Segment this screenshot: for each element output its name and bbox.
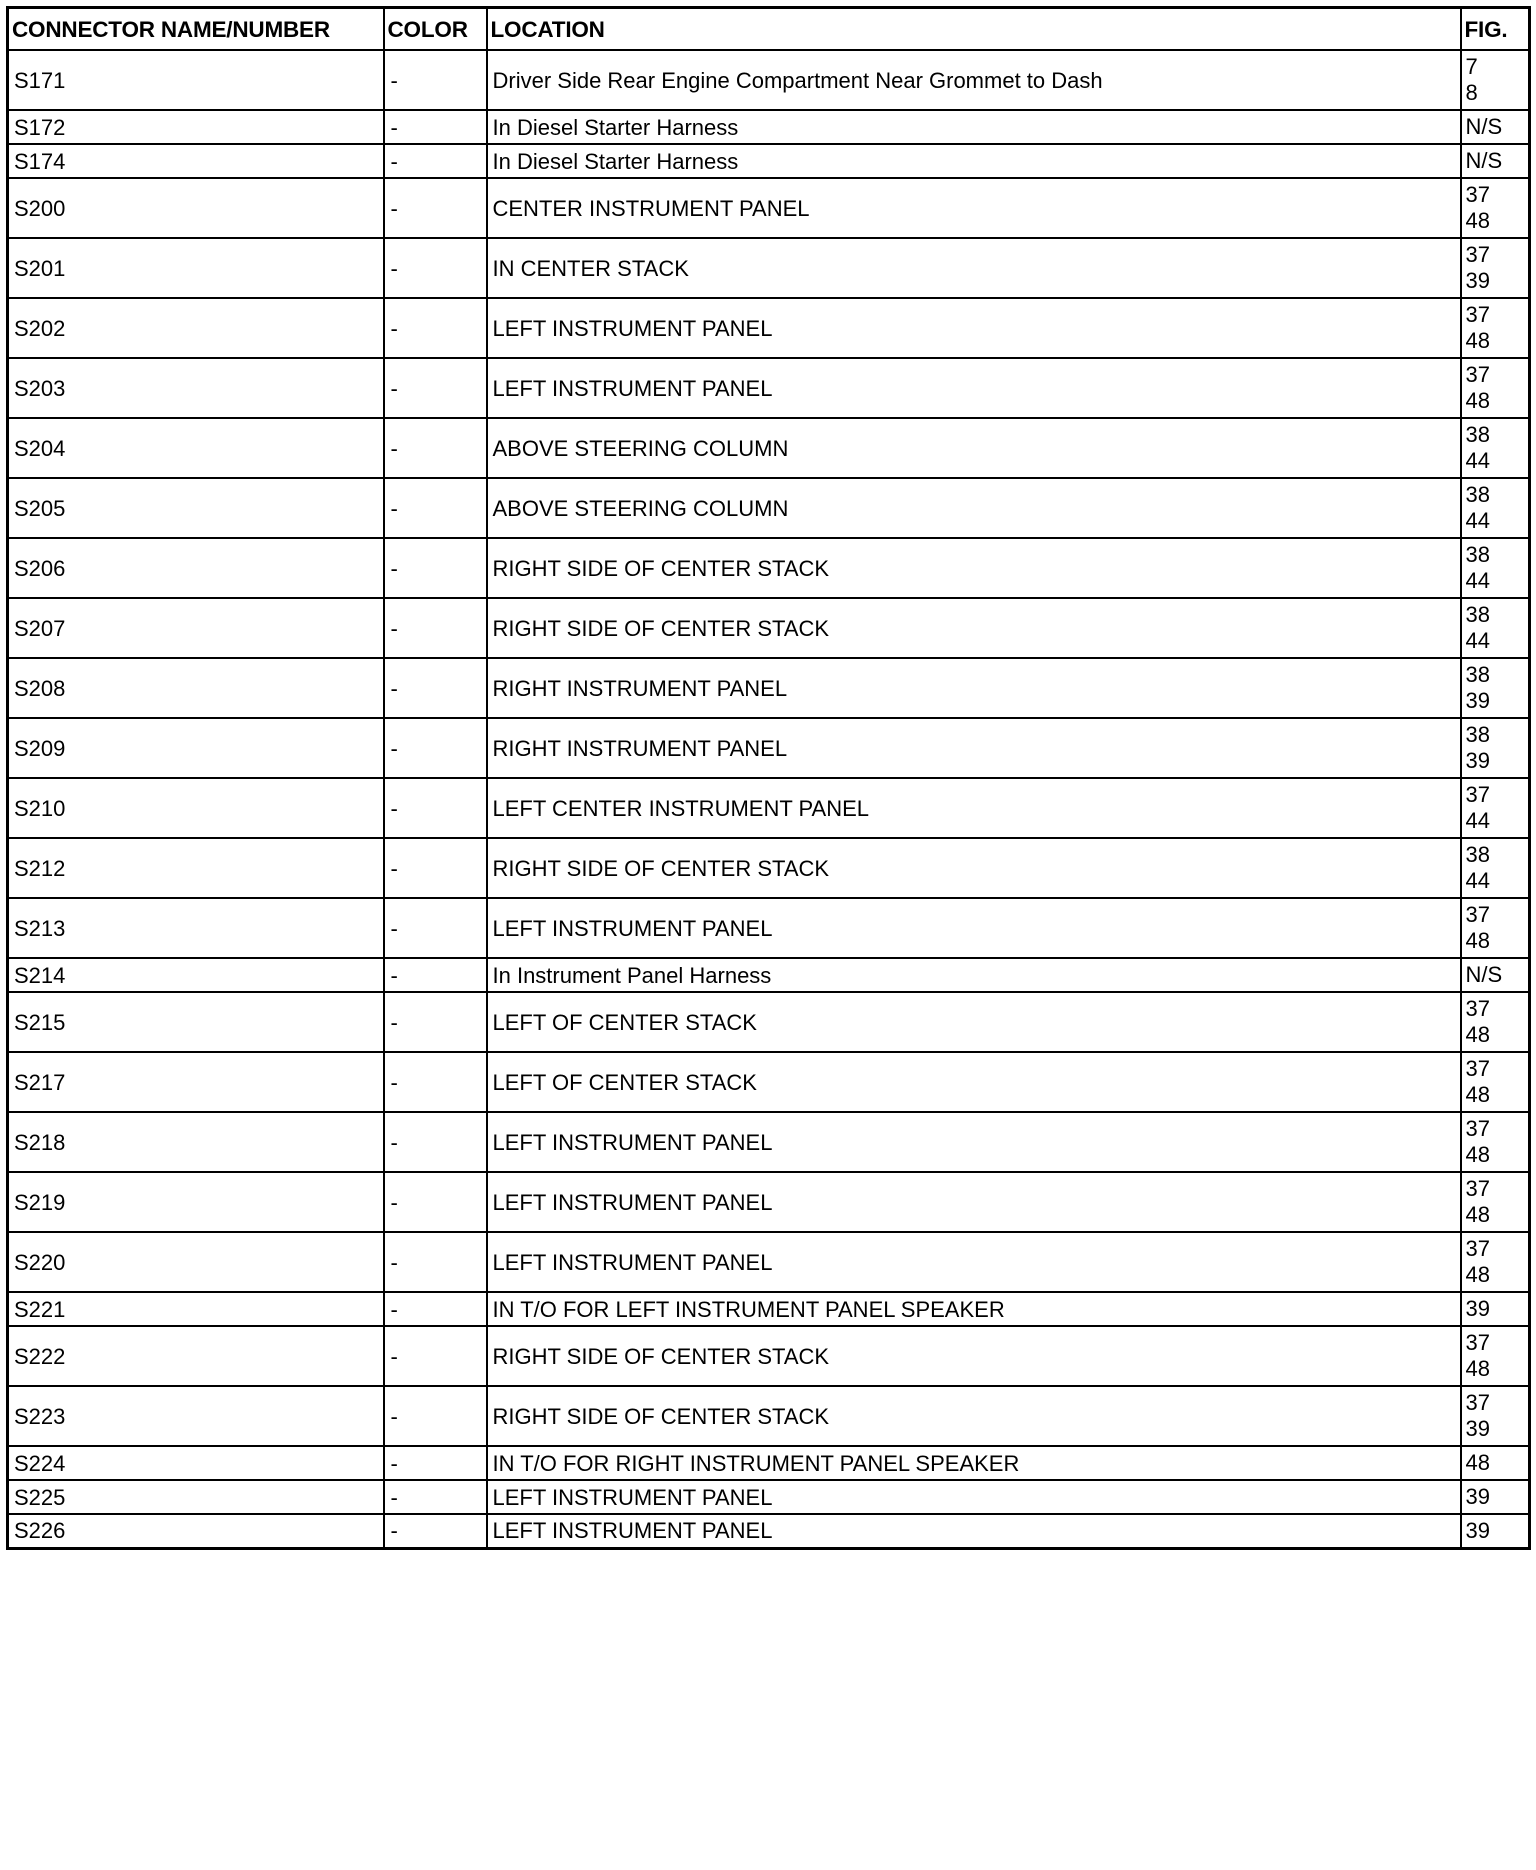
fig-number: 39 <box>1465 1517 1490 1543</box>
cell-color: - <box>384 992 487 1052</box>
cell-connector: S224 <box>8 1446 384 1480</box>
cell-color: - <box>384 898 487 958</box>
cell-connector: S219 <box>8 1172 384 1232</box>
cell-fig <box>1461 958 1530 992</box>
cell-fig <box>1461 1326 1530 1386</box>
fig-number: 37 <box>1465 242 1490 267</box>
table-row <box>8 478 1530 538</box>
fig-number: 44 <box>1465 628 1490 653</box>
fig-number: 44 <box>1465 508 1490 533</box>
fig-number: N/S <box>1465 148 1503 173</box>
cell-fig <box>1461 1232 1530 1292</box>
table-row <box>8 358 1530 418</box>
fig-number: 37 <box>1465 1116 1490 1141</box>
cell-color: - <box>384 178 487 238</box>
cell-location: ABOVE STEERING COLUMN <box>487 478 1461 538</box>
fig-number: 39 <box>1465 688 1490 713</box>
cell-connector: S221 <box>8 1292 384 1326</box>
fig-number: 48 <box>1465 928 1490 953</box>
cell-color: - <box>384 538 487 598</box>
cell-color: - <box>384 658 487 718</box>
cell-connector: S172 <box>8 110 384 144</box>
cell-location: RIGHT SIDE OF CENTER STACK <box>487 538 1461 598</box>
cell-location: ABOVE STEERING COLUMN <box>487 418 1461 478</box>
fig-number: 48 <box>1465 1022 1490 1047</box>
cell-fig <box>1461 144 1530 178</box>
fig-number: 37 <box>1465 902 1490 927</box>
cell-location: LEFT OF CENTER STACK <box>487 992 1461 1052</box>
table-row <box>8 1052 1530 1112</box>
fig-number: 37 <box>1465 1236 1490 1261</box>
cell-location: LEFT INSTRUMENT PANEL <box>487 1172 1461 1232</box>
table-row <box>8 1172 1530 1232</box>
cell-connector: S225 <box>8 1480 384 1514</box>
cell-color: - <box>384 1446 487 1480</box>
fig-number: N/S <box>1465 114 1503 139</box>
cell-color: - <box>384 1052 487 1112</box>
fig-number: 38 <box>1465 482 1490 507</box>
cell-fig <box>1461 1480 1530 1514</box>
fig-number: 39 <box>1465 1296 1490 1321</box>
fig-number: 37 <box>1465 1056 1490 1081</box>
table-row <box>8 1386 1530 1446</box>
cell-location: RIGHT SIDE OF CENTER STACK <box>487 1326 1461 1386</box>
cell-color: - <box>384 598 487 658</box>
cell-location: RIGHT SIDE OF CENTER STACK <box>487 1386 1461 1446</box>
fig-number: 44 <box>1465 568 1490 593</box>
cell-location: LEFT INSTRUMENT PANEL <box>487 1514 1461 1548</box>
cell-color: - <box>384 110 487 144</box>
cell-connector: S220 <box>8 1232 384 1292</box>
table-row <box>8 110 1530 144</box>
table-row <box>8 898 1530 958</box>
fig-number: 39 <box>1465 748 1490 773</box>
fig-number: N/S <box>1465 962 1503 987</box>
fig-number: 44 <box>1465 808 1490 833</box>
cell-connector: S203 <box>8 358 384 418</box>
cell-location: RIGHT SIDE OF CENTER STACK <box>487 598 1461 658</box>
table-body <box>8 50 1530 1548</box>
fig-number: 38 <box>1465 722 1490 747</box>
cell-color: - <box>384 478 487 538</box>
table-row <box>8 838 1530 898</box>
cell-fig <box>1461 838 1530 898</box>
header-color: COLOR <box>384 8 487 51</box>
cell-connector: S201 <box>8 238 384 298</box>
cell-fig <box>1461 1172 1530 1232</box>
fig-number: 44 <box>1465 448 1490 473</box>
cell-color: - <box>384 50 487 110</box>
cell-fig <box>1461 50 1530 110</box>
table-row <box>8 418 1530 478</box>
cell-color: - <box>384 1480 487 1514</box>
table-row <box>8 992 1530 1052</box>
cell-location: IN T/O FOR RIGHT INSTRUMENT PANEL SPEAKER <box>487 1446 1461 1480</box>
fig-number: 48 <box>1465 1142 1490 1167</box>
cell-connector: S171 <box>8 50 384 110</box>
cell-color: - <box>384 144 487 178</box>
cell-fig <box>1461 1514 1530 1548</box>
table-row <box>8 598 1530 658</box>
cell-color: - <box>384 1514 487 1548</box>
cell-location: Driver Side Rear Engine Compartment Near Grommet to Dash <box>487 50 1461 110</box>
table-row <box>8 50 1530 110</box>
table-row <box>8 1232 1530 1292</box>
table-row <box>8 778 1530 838</box>
fig-number: 37 <box>1465 1390 1490 1415</box>
fig-number: 48 <box>1465 388 1490 413</box>
table-row <box>8 1292 1530 1326</box>
fig-number: 37 <box>1465 996 1490 1021</box>
fig-number: 38 <box>1465 422 1490 447</box>
cell-connector: S204 <box>8 418 384 478</box>
cell-location: CENTER INSTRUMENT PANEL <box>487 178 1461 238</box>
cell-location: IN CENTER STACK <box>487 238 1461 298</box>
cell-location: In Diesel Starter Harness <box>487 144 1461 178</box>
cell-connector: S212 <box>8 838 384 898</box>
cell-location: LEFT INSTRUMENT PANEL <box>487 898 1461 958</box>
cell-color: - <box>384 1172 487 1232</box>
cell-connector: S215 <box>8 992 384 1052</box>
cell-connector: S174 <box>8 144 384 178</box>
fig-number: 37 <box>1465 782 1490 807</box>
fig-number: 44 <box>1465 868 1490 893</box>
cell-connector: S202 <box>8 298 384 358</box>
cell-connector: S205 <box>8 478 384 538</box>
cell-connector: S218 <box>8 1112 384 1172</box>
fig-number: 48 <box>1465 1450 1490 1475</box>
cell-fig <box>1461 178 1530 238</box>
header-row <box>8 8 1530 51</box>
table-row <box>8 718 1530 778</box>
fig-number: 37 <box>1465 302 1490 327</box>
cell-connector: S226 <box>8 1514 384 1548</box>
cell-location: RIGHT INSTRUMENT PANEL <box>487 718 1461 778</box>
table-row <box>8 958 1530 992</box>
cell-fig <box>1461 992 1530 1052</box>
cell-fig <box>1461 238 1530 298</box>
fig-number: 48 <box>1465 328 1490 353</box>
fig-number: 38 <box>1465 602 1490 627</box>
cell-fig <box>1461 1292 1530 1326</box>
cell-fig <box>1461 478 1530 538</box>
fig-number: 48 <box>1465 1082 1490 1107</box>
cell-color: - <box>384 1292 487 1326</box>
cell-location: In Instrument Panel Harness <box>487 958 1461 992</box>
cell-color: - <box>384 1112 487 1172</box>
cell-connector: S214 <box>8 958 384 992</box>
table-row <box>8 658 1530 718</box>
cell-color: - <box>384 298 487 358</box>
cell-connector: S217 <box>8 1052 384 1112</box>
cell-color: - <box>384 718 487 778</box>
fig-number: 48 <box>1465 1262 1490 1287</box>
cell-color: - <box>384 1232 487 1292</box>
table-row <box>8 538 1530 598</box>
cell-color: - <box>384 838 487 898</box>
fig-number: 48 <box>1465 1356 1490 1381</box>
header-location: LOCATION <box>487 8 1461 51</box>
cell-fig <box>1461 1446 1530 1480</box>
cell-location: LEFT INSTRUMENT PANEL <box>487 1232 1461 1292</box>
cell-color: - <box>384 778 487 838</box>
cell-color: - <box>384 958 487 992</box>
cell-fig <box>1461 538 1530 598</box>
fig-number: 38 <box>1465 842 1490 867</box>
fig-number: 39 <box>1465 1416 1490 1441</box>
table-header <box>8 8 1530 51</box>
cell-fig <box>1461 1052 1530 1112</box>
cell-location: In Diesel Starter Harness <box>487 110 1461 144</box>
cell-color: - <box>384 1326 487 1386</box>
cell-fig <box>1461 778 1530 838</box>
fig-number: 8 <box>1465 80 1478 105</box>
cell-location: RIGHT SIDE OF CENTER STACK <box>487 838 1461 898</box>
cell-fig <box>1461 718 1530 778</box>
cell-location: LEFT INSTRUMENT PANEL <box>487 358 1461 418</box>
fig-number: 37 <box>1465 1330 1490 1355</box>
cell-location: LEFT CENTER INSTRUMENT PANEL <box>487 778 1461 838</box>
cell-fig <box>1461 898 1530 958</box>
fig-number: 39 <box>1465 268 1490 293</box>
fig-number: 37 <box>1465 1176 1490 1201</box>
cell-connector: S209 <box>8 718 384 778</box>
fig-number: 48 <box>1465 1202 1490 1227</box>
table-row <box>8 1112 1530 1172</box>
cell-connector: S207 <box>8 598 384 658</box>
fig-number: 39 <box>1465 1484 1490 1509</box>
table-row <box>8 178 1530 238</box>
cell-connector: S208 <box>8 658 384 718</box>
cell-connector: S200 <box>8 178 384 238</box>
table-row <box>8 1446 1530 1480</box>
header-fig: FIG. <box>1461 8 1530 51</box>
table-row <box>8 1480 1530 1514</box>
cell-color: - <box>384 358 487 418</box>
cell-location: RIGHT INSTRUMENT PANEL <box>487 658 1461 718</box>
cell-fig <box>1461 598 1530 658</box>
fig-number: 38 <box>1465 662 1490 687</box>
header-connector: CONNECTOR NAME/NUMBER <box>8 8 384 51</box>
cell-fig <box>1461 298 1530 358</box>
cell-color: - <box>384 418 487 478</box>
cell-location: LEFT INSTRUMENT PANEL <box>487 1480 1461 1514</box>
table-row <box>8 144 1530 178</box>
table-row <box>8 238 1530 298</box>
cell-connector: S223 <box>8 1386 384 1446</box>
cell-fig <box>1461 358 1530 418</box>
fig-number: 37 <box>1465 362 1490 387</box>
cell-location: LEFT INSTRUMENT PANEL <box>487 1112 1461 1172</box>
cell-location: LEFT INSTRUMENT PANEL <box>487 298 1461 358</box>
cell-fig <box>1461 110 1530 144</box>
connector-table <box>6 6 1531 1550</box>
cell-location: LEFT OF CENTER STACK <box>487 1052 1461 1112</box>
table-row <box>8 1514 1530 1548</box>
fig-number: 7 <box>1465 54 1478 79</box>
fig-number: 37 <box>1465 182 1490 207</box>
cell-connector: S210 <box>8 778 384 838</box>
cell-fig <box>1461 1386 1530 1446</box>
cell-connector: S222 <box>8 1326 384 1386</box>
table-row <box>8 298 1530 358</box>
cell-connector: S206 <box>8 538 384 598</box>
cell-connector: S213 <box>8 898 384 958</box>
fig-number: 48 <box>1465 208 1490 233</box>
cell-location: IN T/O FOR LEFT INSTRUMENT PANEL SPEAKER <box>487 1292 1461 1326</box>
cell-color: - <box>384 238 487 298</box>
cell-fig <box>1461 1112 1530 1172</box>
cell-fig <box>1461 658 1530 718</box>
cell-color: - <box>384 1386 487 1446</box>
fig-number: 38 <box>1465 542 1490 567</box>
cell-fig <box>1461 418 1530 478</box>
table-row <box>8 1326 1530 1386</box>
